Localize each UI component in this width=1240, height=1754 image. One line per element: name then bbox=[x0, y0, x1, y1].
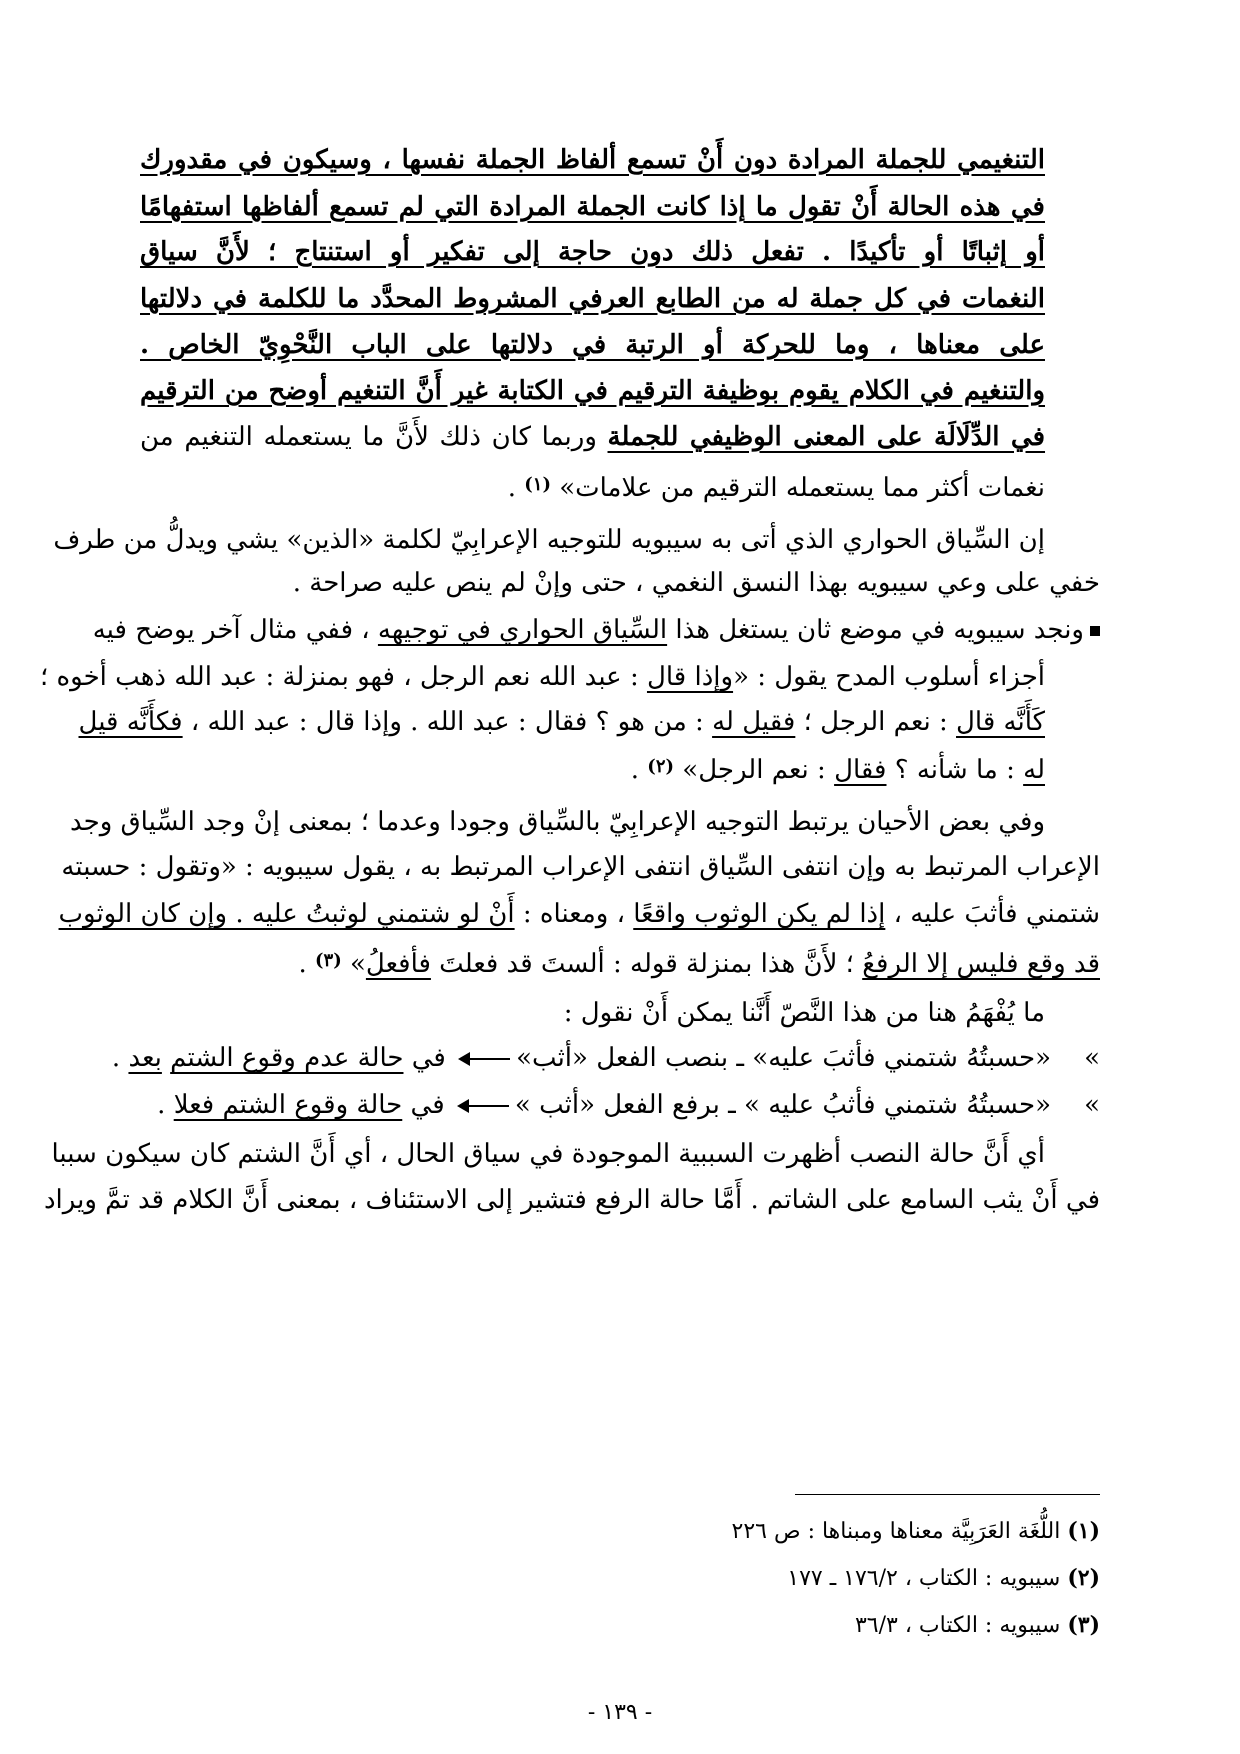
example-text: «حسبتُهُ شتمني فأثبُ عليه » ـ برفع الفعل «أثب » bbox=[514, 1090, 1052, 1120]
paragraph-line bbox=[58, 894, 1100, 934]
underlined-phrase: بعد bbox=[128, 1043, 162, 1073]
paragraph-line: ما يُفْهَمُ هنا من هذا النَّصّ أَنَّنا يمكن أَنْ نقول : bbox=[563, 998, 1045, 1028]
underlined-phrase: قد وقع فليس إلا الرفعُ bbox=[862, 949, 1100, 979]
footnote-text: سيبويه : الكتاب ، ٣٦/٣ bbox=[854, 1613, 1068, 1638]
paragraph-line bbox=[140, 750, 1045, 793]
underlined-phrase: حالة وقوع الشتم فعلا bbox=[173, 1090, 403, 1120]
quote-line: والتنغيم في الكلام يقوم بوظيفة الترقيم في الكتابة غير أَنَّ التنغيم أوضح من الترقيم bbox=[140, 376, 1045, 406]
example-text: «حسبتُهُ شتمني فأثبَ عليه» ـ بنصب الفعل «أثب» bbox=[516, 1043, 1052, 1073]
quote-line: في هذه الحالة أَنْ تقول ما إذا كانت الجملة المرادة التي لم تسمع ألفاظها استفهامًا bbox=[140, 192, 1045, 222]
example-text: في bbox=[403, 1043, 446, 1073]
sentence-period: . bbox=[507, 473, 516, 503]
paragraph-line bbox=[140, 944, 1100, 987]
quote-line: التنغيمي للجملة المرادة دون أَنْ تسمع ألفاظ الجملة نفسها ، وسيكون في مقدورك bbox=[140, 145, 1045, 175]
sentence-period: . bbox=[157, 1090, 166, 1120]
quote-line: أو إثباتًا أو تأكيدًا . تفعل ذلك دون حاجة إلى تفكير أو استنتاج ؛ لأَنَّ سياق bbox=[140, 237, 1045, 267]
footnote-text: اللُّغَة العَرَبِيَّة معناها ومبناها : ص ٢٢٦ bbox=[731, 1519, 1068, 1544]
underlined-phrase: وإذا قال bbox=[646, 662, 734, 692]
sentence-period: . bbox=[298, 949, 307, 979]
underlined-phrase: أَنْ لو شتمني لوثبتُ عليه . وإن كان الوثوب bbox=[58, 899, 515, 929]
paragraph-text: أجزاء أسلوب المدح يقول : « bbox=[733, 662, 1045, 692]
example-text bbox=[162, 1043, 170, 1073]
paragraph-line bbox=[92, 610, 1100, 650]
quote-line bbox=[140, 417, 1045, 457]
paragraph-text: إن السِّياق الحواري الذي أتى به سيبويه للتوجيه الإعرابِيّ لكلمة «الذين» يشي ويدلُّ من طرف bbox=[53, 525, 1045, 555]
bullet-icon bbox=[1090, 626, 1100, 636]
underlined-phrase: له bbox=[1023, 755, 1045, 785]
footnote bbox=[855, 1609, 1100, 1642]
footnote-separator bbox=[795, 1494, 1100, 1495]
quote-bold-phrase: في الدِّلَالَة على المعنى الوظيفي للجملة bbox=[607, 422, 1046, 452]
paragraph-text: ونجد سيبويه في موضع ثان يستغل هذا bbox=[667, 615, 1084, 645]
footnote-ref-3: (٣) bbox=[314, 950, 342, 971]
sentence-period: . bbox=[111, 1043, 121, 1073]
quote-plain-text: وربما كان ذلك لأَنَّ ما يستعمله التنغيم من bbox=[140, 422, 608, 452]
page-number: - ١٣٩ - bbox=[587, 1700, 653, 1725]
paragraph-text: ، ففي مثال آخر يوضح فيه bbox=[92, 615, 378, 645]
paragraph-line: خفي على وعي سيبويه بهذا النسق النغمي ، حتى وإنْ لم ينص عليه صراحة . bbox=[292, 568, 1100, 598]
underlined-phrase: فكأَنَّه قيل bbox=[78, 707, 183, 737]
example-line bbox=[140, 1085, 1100, 1125]
paragraph-text: ؛ لأَنَّ هذا بمنزلة قوله : ألستَ قد فعلتَ bbox=[430, 949, 863, 979]
paragraph-line: الإعراب المرتبط به وإن انتفى السِّياق انتفى الإعراب المرتبط به ، يقول سيبويه : «وتقول : حسبته bbox=[61, 852, 1100, 882]
quote-line: على معناها ، وما للحركة أو الرتبة في دلالتها على الباب النَّحْوِيّ الخاص . bbox=[140, 330, 1045, 360]
paragraph-text: : نعم الرجل ؛ bbox=[795, 707, 957, 737]
footnote-text: سيبويه : الكتاب ، ١٧٦/٢ ـ ١٧٧ bbox=[787, 1566, 1068, 1591]
paragraph-text: : عبد الله نعم الرجل ، فهو بمنزلة : عبد الله ذهب أخوه ؛ bbox=[40, 662, 647, 692]
paragraph-line: في أَنْ يثب السامع على الشاتم . أَمَّا حالة الرفع فتشير إلى الاستئناف ، بمعنى أَنَّ الكلام قد تمَّ ويراد bbox=[43, 1185, 1100, 1215]
underlined-phrase: إذا لم يكن الوثوب واقعًا bbox=[633, 899, 886, 929]
footnote-number: (١) bbox=[1067, 1518, 1100, 1544]
footnote-ref-1: (١) bbox=[524, 474, 551, 495]
arrow-left-icon bbox=[460, 1058, 510, 1060]
guillemet-marker: » bbox=[1084, 1090, 1100, 1120]
quote-line bbox=[140, 468, 1045, 511]
paragraph-line bbox=[51, 1134, 1100, 1174]
example-text: في bbox=[402, 1090, 445, 1120]
footnote-number: (٢) bbox=[1067, 1565, 1100, 1591]
paragraph-text: وفي بعض الأحيان يرتبط التوجيه الإعرابِيّ بالسِّياق وجودا وعدما ؛ بمعنى إنْ وجد السِّياق وجد bbox=[69, 807, 1045, 837]
paragraph-line bbox=[69, 802, 1100, 842]
paragraph-text: : نعم الرجل» bbox=[682, 755, 835, 785]
paragraph-text: : ما شأنه ؟ bbox=[886, 755, 1024, 785]
paragraph-line bbox=[53, 520, 1100, 560]
paragraph-text: شتمني فأثبَ عليه ، bbox=[885, 899, 1100, 929]
guillemet-marker: » bbox=[1084, 1043, 1100, 1073]
paragraph-line bbox=[40, 657, 1045, 697]
arrow-left-icon bbox=[459, 1105, 509, 1107]
underlined-phrase: فقيل له bbox=[712, 707, 796, 737]
underlined-phrase: كَأَنَّه قال bbox=[956, 707, 1045, 737]
footnote bbox=[787, 1562, 1100, 1595]
underlined-phrase: فقال bbox=[834, 755, 887, 785]
paragraph-text: ، ومعناه : bbox=[514, 899, 634, 929]
quote-line: النغمات في كل جملة له من الطابع العرفي المشروط المحدَّد ما للكلمة في دلالتها bbox=[140, 284, 1045, 314]
underlined-phrase: السِّياق الحواري في توجيهه bbox=[377, 615, 668, 645]
example-line bbox=[111, 1038, 1100, 1078]
footnote-ref-2: (٢) bbox=[647, 756, 675, 777]
footnote bbox=[732, 1515, 1100, 1548]
paragraph-text: : من هو ؟ فقال : عبد الله . وإذا قال : عبد الله ، bbox=[182, 707, 713, 737]
underlined-phrase: فأفعلُ bbox=[365, 949, 431, 979]
quote-text: نغمات أكثر مما يستعمله الترقيم من علامات» bbox=[559, 473, 1045, 503]
footnote-number: (٣) bbox=[1067, 1612, 1100, 1638]
sentence-period: . bbox=[630, 755, 640, 785]
paragraph-line bbox=[78, 702, 1045, 742]
paragraph-text: » bbox=[349, 949, 366, 979]
paragraph-text: أي أَنَّ حالة النصب أظهرت السببية الموجودة في سياق الحال ، أي أَنَّ الشتم كان سيكون سببا bbox=[51, 1139, 1045, 1169]
underlined-phrase: حالة عدم وقوع الشتم bbox=[170, 1043, 404, 1073]
